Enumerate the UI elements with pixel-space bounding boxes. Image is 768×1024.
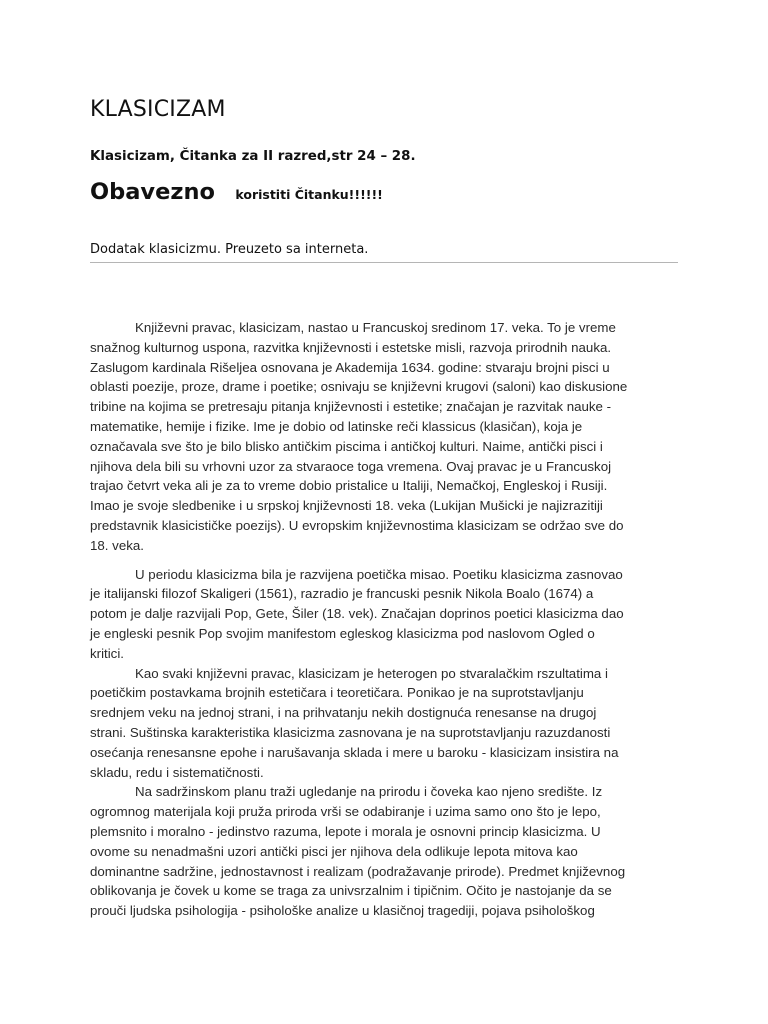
text-line: Književni pravac, klasicizam, nastao u Francuskoj sredinom 17. veka. To je vreme (135, 320, 616, 335)
text-line: tribine na kojima se pretresaju pitanja književnosti i estetike; značajan je razvitak nauke - (90, 399, 612, 415)
obavezno-heading: Obavezno (90, 179, 215, 205)
heading-divider (90, 262, 678, 263)
text-line: srednjem veku na jednoj strani, i na prihvatanju nekih dostignuća renesanse na drugoj (90, 705, 597, 721)
text-line: Zaslugom kardinala Rišeljea osnovana je Akademija 1634. godine: stvaraju brojni pisci u (90, 359, 610, 375)
obavezno-notice (90, 179, 383, 205)
addendum-heading: Dodatak klasicizmu. Preuzeto sa interneta. (90, 242, 369, 257)
text-line: snažnog kulturnog uspona, razvitka književnosti i estetske misli, razvoja prirodnih nauka. (90, 339, 612, 355)
text-line: strani. Suštinska karakteristika klasicizma zasnovana je na suprotstavljanju razuzdanosti (90, 724, 611, 740)
text-line: plemsnito i moralno - jedinstvo razuma, lepote i morala je osnovni princip klasicizma. U (90, 823, 601, 839)
text-line: prouči ljudska psihologija - psihološke analize u klasičnoj tragediji, pojava psihološkog (90, 903, 595, 919)
text-line: dominantne sadržine, jednostavnost i realizam (podražavanje prirode). Predmet književnog (90, 863, 626, 879)
text-line: je italijanski filozof Skaligeri (1561), razradio je francuski pesnik Nikola Boalo (1674) a (90, 586, 594, 602)
body-text (90, 318, 680, 921)
paragraph-2 (90, 565, 680, 664)
text-line: Na sadržinskom planu traži ugledanje na prirodu i čoveka kao njeno središte. Iz (135, 784, 603, 800)
text-line: ogromnog materijala koji pruža priroda vrši se odabiranje i uzima samo ono što je lepo, (90, 804, 601, 820)
text-line: označavala sve što je bilo blisko antičkim piscima i antičkoj kulturi. Naime, antički pisci i (90, 438, 603, 454)
obavezno-note: koristiti Čitanku!!!!!! (235, 187, 383, 202)
text-line: 18. veka. (90, 537, 144, 553)
page-subtitle: Klasicizam, Čitanka za II razred,str 24 – 28. (90, 149, 416, 164)
text-line: je engleski pesnik Pop svojim manifestom egleskog klasicizma pod naslovom Ogled o (90, 625, 595, 641)
text-line: njihova dela bili su vrhovni uzor za stvaraoce toga vremena. Ovaj pravac je u Francuskoj (90, 458, 612, 474)
text-line: ovome su nenadmašni uzori antički pisci jer njihova dela odlikuje lepota mitova kao (90, 843, 578, 859)
text-line: osećanja renesansne epohe i narušavanja sklada i mere u baroku - klasicizam insistira na (90, 744, 619, 760)
paragraph-3 (90, 664, 680, 783)
text-line: kritici. (90, 645, 124, 661)
text-line: matematike, hemije i fizike. Ime je dobio od latinske reči klassicus (klasičan), koja je (90, 418, 583, 434)
text-line: potom je dalje razvijali Pop, Gete, Šiler (18. vek). Značajan doprinos poetici klasicizma dao (90, 606, 624, 622)
text-line: Kao svaki književni pravac, klasicizam je heterogen po stvaralačkim rszultatima i (135, 665, 608, 681)
text-line: trajao četvrt veka ali je za to vreme dobio pristalice u Italiji, Nemačkoj, Engleskoj i Rusiji. (90, 478, 608, 494)
text-line: U periodu klasicizma bila je razvijena poetička misao. Poetiku klasicizma zasnovao (135, 566, 623, 582)
text-line: Imao je svoje sledbenike i u srpskoj književnosti 18. veka (Lukijan Mušicki je najizrazitiji (90, 498, 603, 514)
text-line: poetičkim postavkama brojnih estetičara i teoretičara. Ponikao je na suprotstavljanju (90, 685, 584, 701)
text-line: oblasti poezije, proze, drame i poetike; osnivaju se književni krugovi (saloni) kao diskusione (90, 379, 628, 395)
paragraph-4 (90, 782, 680, 921)
text-line: predstavnik klasicističke poezijs). U evropskim književnostima klasicizam se održao sve do (90, 517, 624, 533)
paragraph-1 (90, 318, 680, 556)
text-line: oblikovanja je čovek u kome se traga za univsrzalnim i tipičnim. Očito je nastojanje da se (90, 883, 612, 899)
text-line: skladu, redu i sistematičnosti. (90, 764, 264, 780)
page-title: KLASICIZAM (90, 97, 226, 122)
